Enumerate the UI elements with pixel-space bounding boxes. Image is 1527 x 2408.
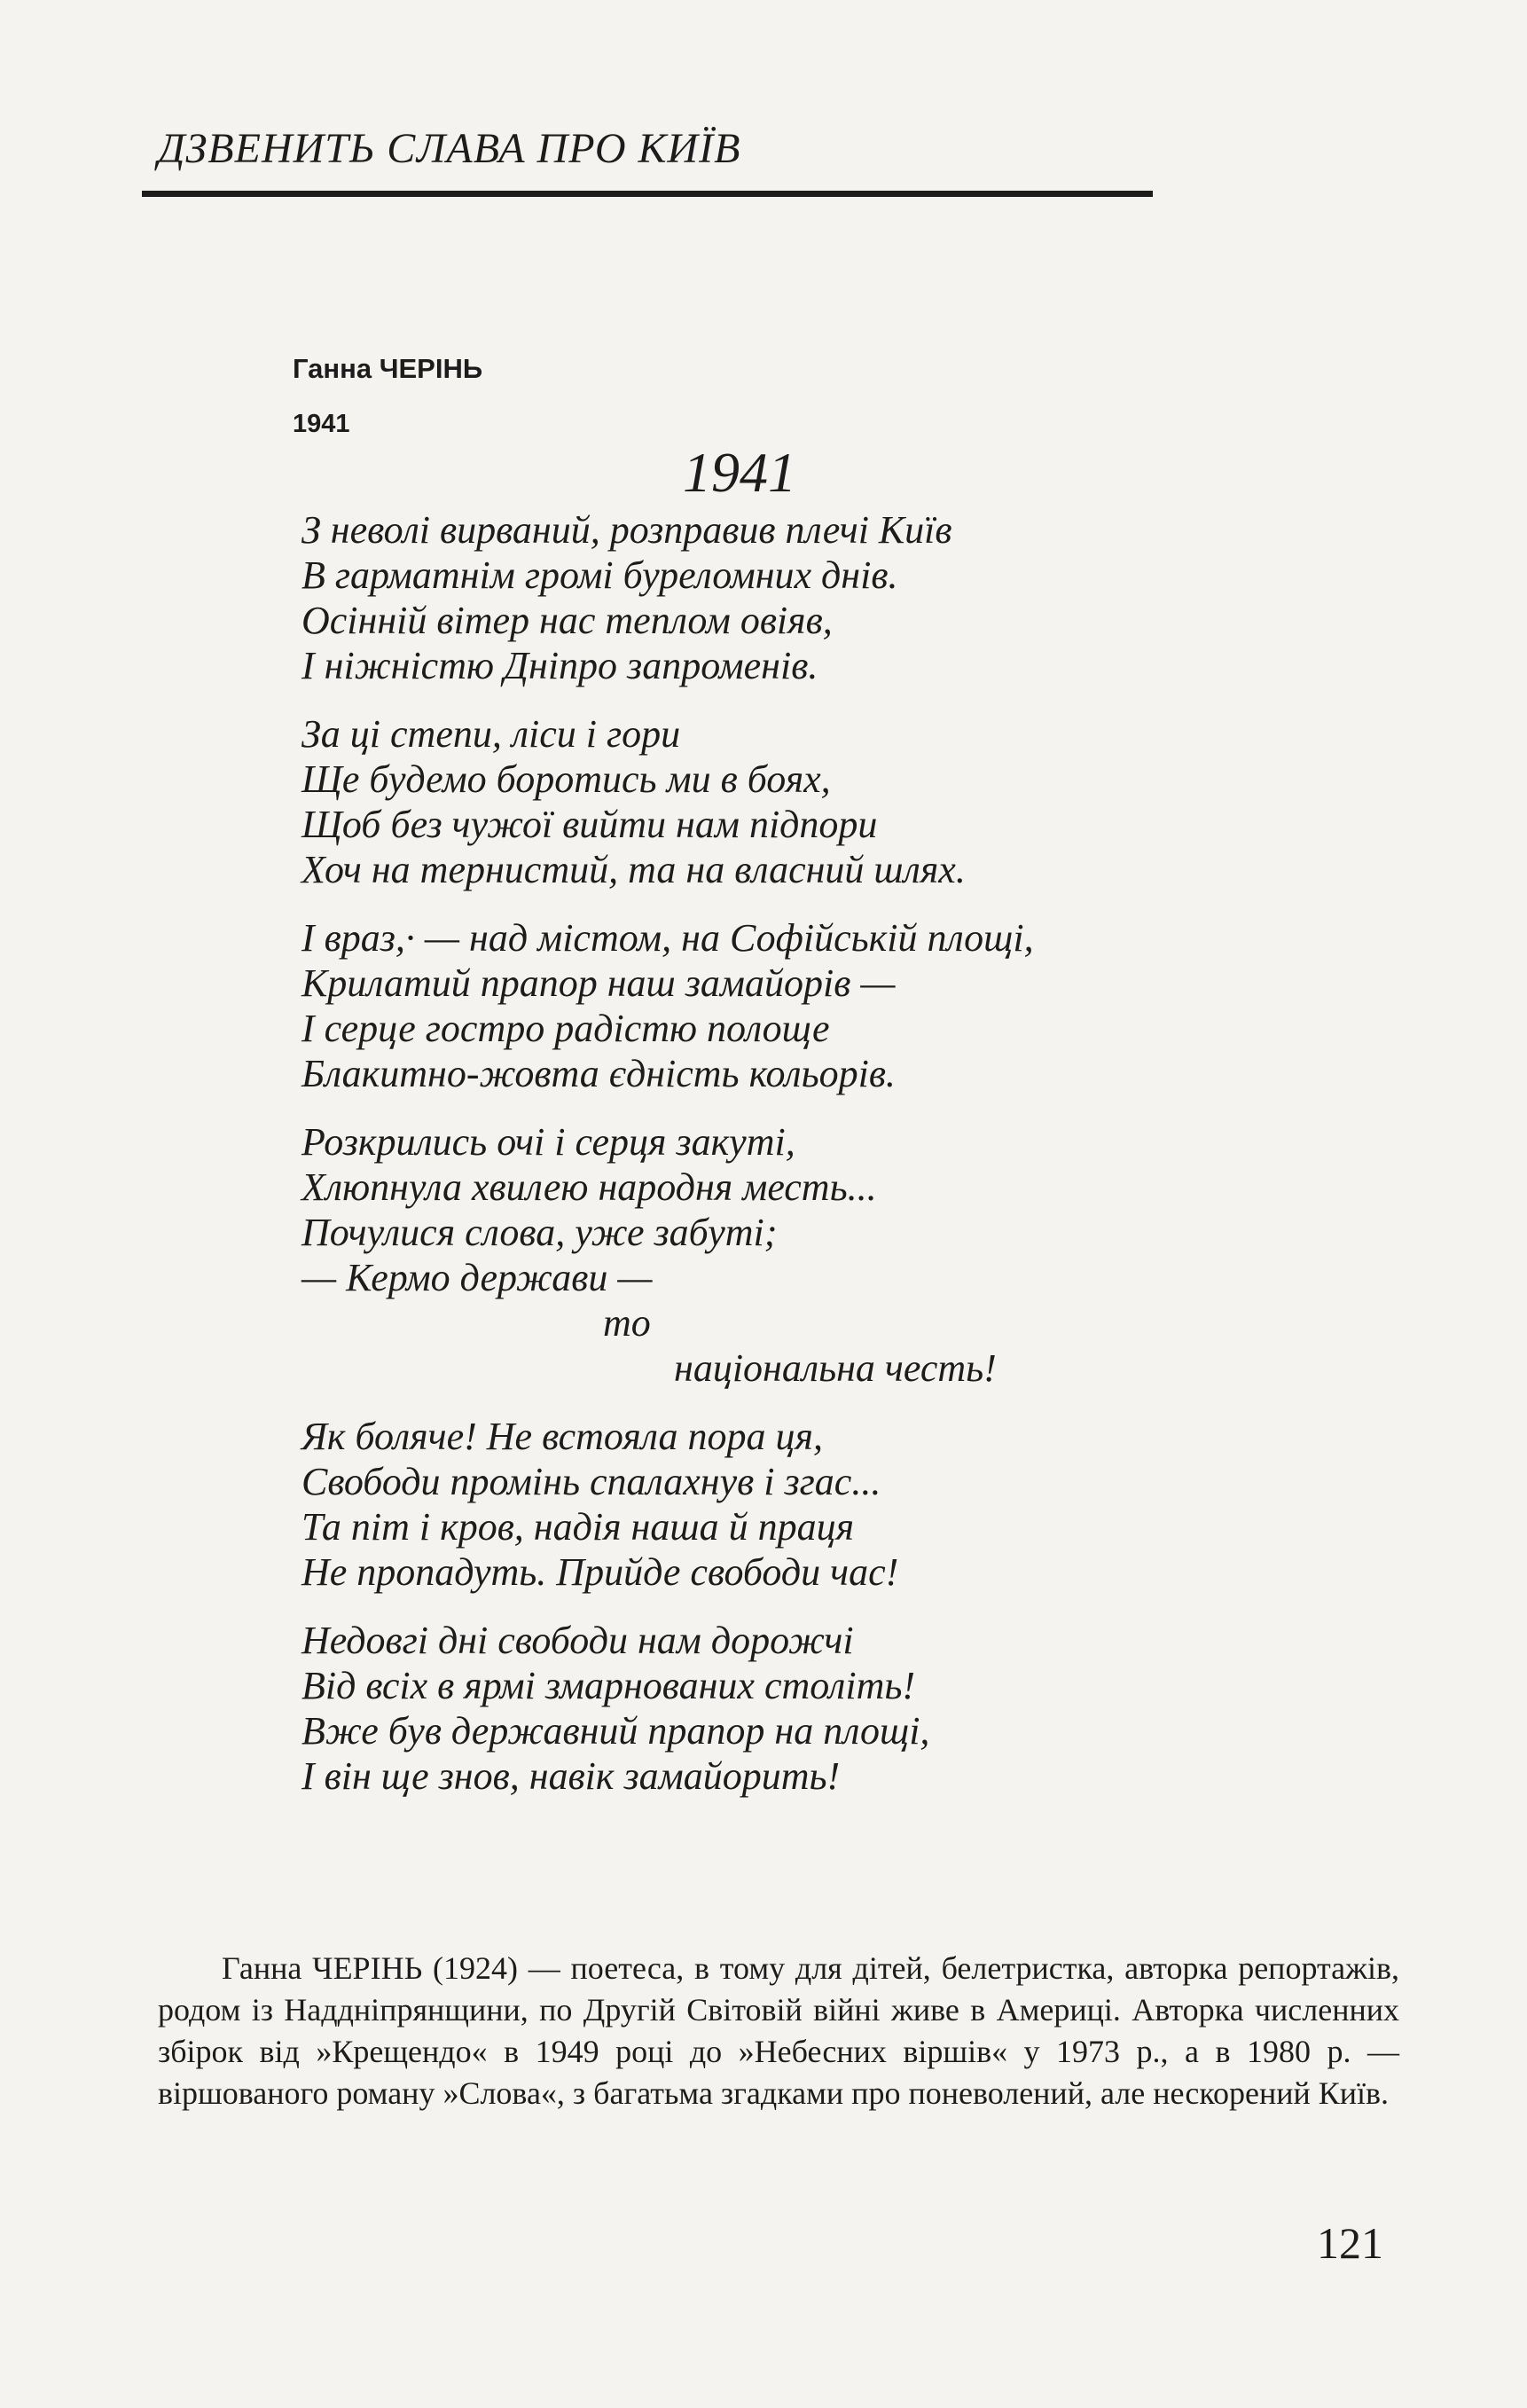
poem-line: Розкрились очі і серця закуті, xyxy=(301,1120,795,1164)
poem-line: Свободи промінь спалахнув і згас... xyxy=(301,1460,881,1503)
stanza xyxy=(301,1414,1277,1595)
poem-line: то xyxy=(603,1301,651,1345)
stanza xyxy=(301,915,1277,1096)
author-bio: Ганна ЧЕРІНЬ (1924) — поетеса, в тому для дітей, белетристка, авторка репортажів, родом із Наддніпрянщини, по Другій Світовій війні живе в Америці. Авторка численних збірок від »Крещендо« в 1949 році до »Небесних віршів« у 1973 р., а в 1980 р. — віршованого роману »Слова«, з багатьма згадками про поневолений, але нескорений Київ. xyxy=(158,1950,1399,2111)
poem-line: Вже був державний прапор на площі, xyxy=(301,1709,930,1753)
poem-line: Та піт і кров, надія наша й праця xyxy=(301,1505,855,1549)
poem-line: Як боляче! Не встояла пора ця, xyxy=(301,1415,823,1458)
poem-title: 1941 xyxy=(683,441,796,504)
poem-line: І ніжністю Дніпро запроменів. xyxy=(301,644,818,687)
poem-line: І серце гостро радістю полоще xyxy=(301,1007,830,1050)
poem-line: Ще будемо боротись ми в боях, xyxy=(301,757,831,801)
poem-line: Недовгі дні свободи нам дорожчі xyxy=(301,1619,854,1662)
poem-line: За ці степи, ліси і гори xyxy=(301,712,681,756)
header-rule xyxy=(142,191,1153,197)
poem-line: Від всіх в ярмі змарнованих століть! xyxy=(301,1664,916,1707)
poem-body xyxy=(301,507,1277,1822)
poem-line: національна честь! xyxy=(674,1346,997,1390)
poem-line: Почулися слова, уже забуті; xyxy=(301,1211,778,1254)
poem-line: — Кермо держави — xyxy=(301,1256,653,1299)
poem-line: Хлюпнула хвилею народня месть... xyxy=(301,1165,877,1209)
poem-line: З неволі вирваний, розправив плечі Київ xyxy=(301,508,952,552)
stanza xyxy=(301,711,1277,892)
poem-line: В гарматнім громі буреломних днів. xyxy=(301,553,898,597)
poem-line: Хоч на тернистий, та на власний шлях. xyxy=(301,848,966,891)
poem-line: Блакитно-жовта єдність кольорів. xyxy=(301,1052,896,1095)
poem-line: Не пропадуть. Прийде свободи час! xyxy=(301,1550,899,1594)
stanza xyxy=(301,507,1277,688)
stanza xyxy=(301,1618,1277,1799)
poem-line: І він ще знов, навік замайорить! xyxy=(301,1754,841,1798)
poem-line: Осінній вітер нас теплом овіяв, xyxy=(301,599,833,642)
poem-line: І враз,· — над містом, на Софійській площі, xyxy=(301,916,1034,960)
poem-line: Щоб без чужої вийти нам підпори xyxy=(301,803,878,846)
poem-line: Крилатий прапор наш замайорів — xyxy=(301,961,896,1005)
stanza xyxy=(301,1119,1277,1391)
running-header: ДЗВЕНИТЬ СЛАВА ПРО КИЇВ xyxy=(158,125,741,172)
year-label: 1941 xyxy=(293,410,350,438)
author-name: Ганна ЧЕРІНЬ xyxy=(293,353,483,384)
page-number: 121 xyxy=(1317,2218,1383,2268)
